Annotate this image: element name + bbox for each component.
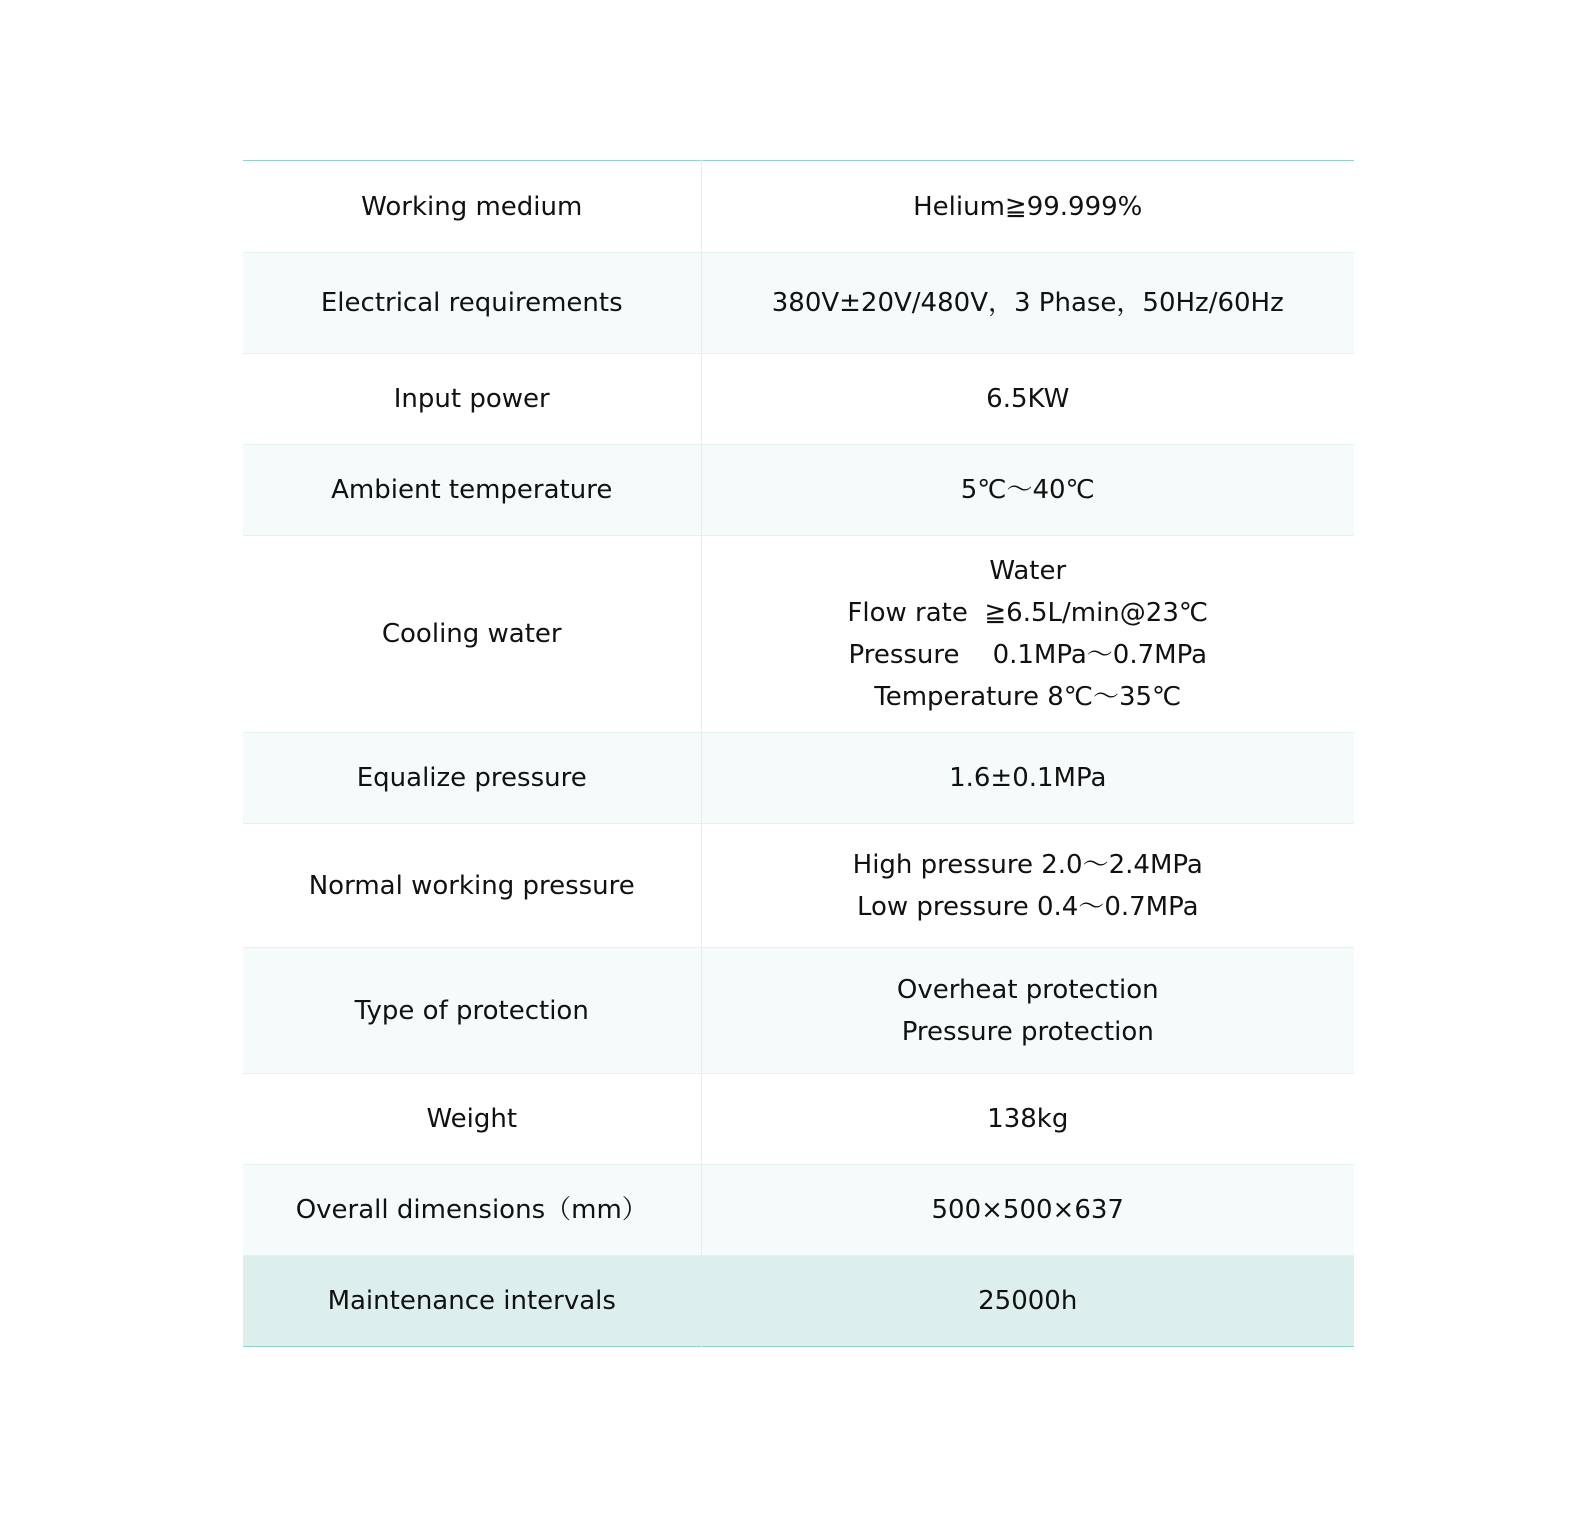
row-label: Cooling water	[243, 536, 701, 733]
value-line: 5℃～40℃	[960, 475, 1095, 505]
value-line: Overheat protection	[896, 974, 1159, 1005]
row-value	[701, 824, 1354, 948]
table-row	[243, 1165, 1354, 1256]
row-value	[701, 445, 1354, 536]
row-value	[701, 253, 1354, 354]
table-row	[243, 253, 1354, 354]
table-row	[243, 445, 1354, 536]
value-line: Helium≧99.999%	[913, 191, 1143, 222]
row-value	[701, 1074, 1354, 1165]
table-row	[243, 948, 1354, 1074]
spec-table	[243, 160, 1354, 1347]
table-row	[243, 733, 1354, 824]
value-line: Flow rate ≧6.5L/min@23℃	[847, 598, 1209, 628]
value-line: High pressure 2.0～2.4MPa	[852, 849, 1203, 880]
value-line: Water	[989, 556, 1067, 586]
value-line: 380V±20V/480V，3 Phase，50Hz/60Hz	[771, 288, 1284, 318]
table-row	[243, 536, 1354, 733]
row-value	[701, 1165, 1354, 1256]
table-row	[243, 1256, 1354, 1347]
row-label: Weight	[243, 1074, 701, 1165]
row-label: Type of protection	[243, 948, 701, 1074]
row-label: Maintenance intervals	[243, 1256, 701, 1347]
value-line: 1.6±0.1MPa	[949, 763, 1107, 793]
table-row	[243, 824, 1354, 948]
row-label: Equalize pressure	[243, 733, 701, 824]
row-value	[701, 354, 1354, 445]
value-line: Low pressure 0.4～0.7MPa	[856, 891, 1199, 922]
row-label: Normal working pressure	[243, 824, 701, 948]
row-label: Ambient temperature	[243, 445, 701, 536]
row-label: Electrical requirements	[243, 253, 701, 354]
value-line: Pressure protection	[901, 1016, 1154, 1047]
table-row	[243, 354, 1354, 445]
row-label: Working medium	[243, 161, 701, 253]
value-line: Temperature 8℃～35℃	[874, 682, 1182, 712]
row-value	[701, 161, 1354, 253]
table-row	[243, 161, 1354, 253]
row-label: Overall dimensions（mm）	[243, 1165, 701, 1256]
row-value	[701, 733, 1354, 824]
table-row	[243, 1074, 1354, 1165]
value-line: Pressure 0.1MPa～0.7MPa	[848, 640, 1208, 670]
value-line: 6.5KW	[986, 384, 1070, 414]
row-value	[701, 948, 1354, 1074]
row-value	[701, 1256, 1354, 1347]
row-label: Input power	[243, 354, 701, 445]
value-line: 25000h	[978, 1286, 1078, 1316]
row-value	[701, 536, 1354, 733]
value-line: 138kg	[987, 1104, 1069, 1134]
value-line: 500×500×637	[931, 1195, 1124, 1225]
